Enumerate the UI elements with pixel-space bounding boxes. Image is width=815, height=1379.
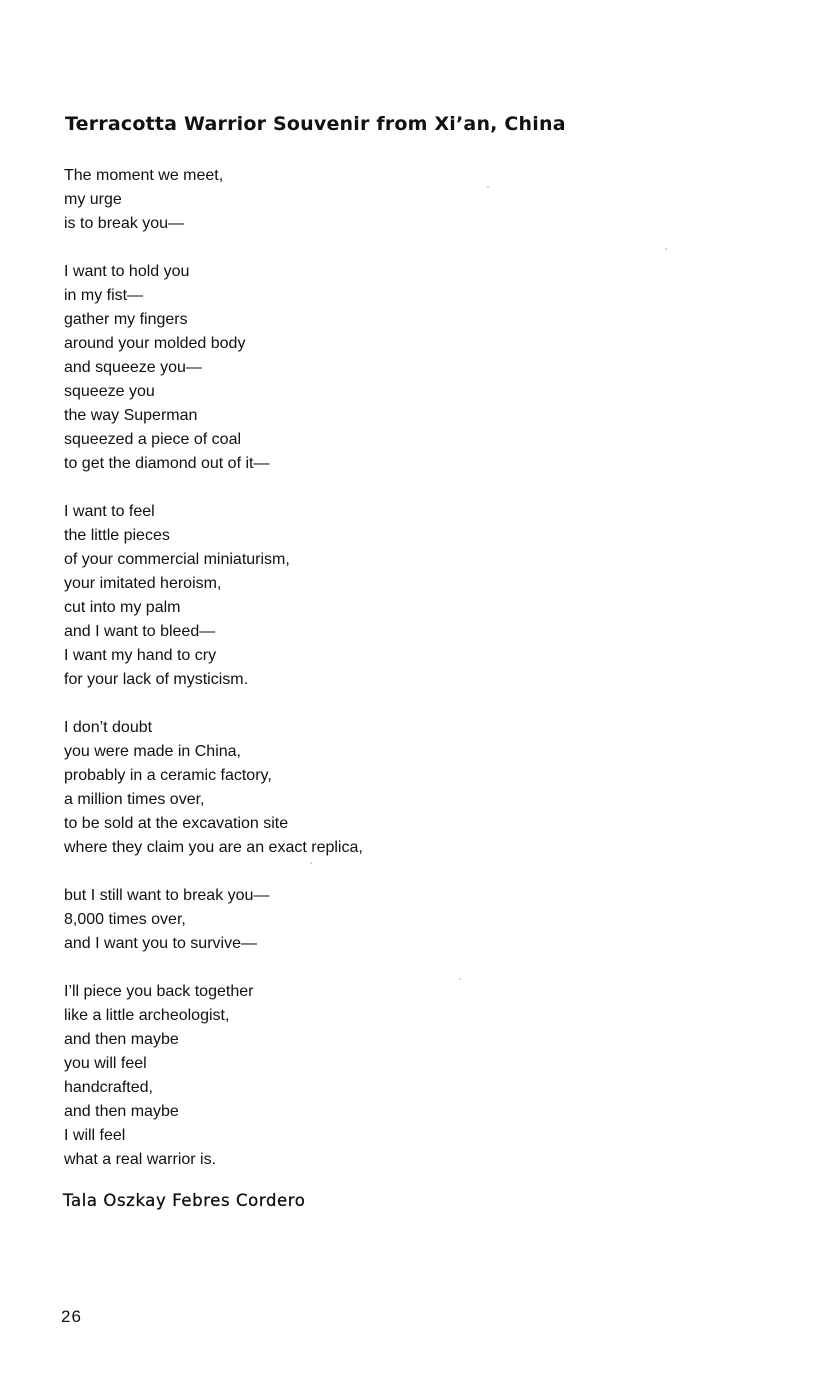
page-number: 26 bbox=[61, 1307, 82, 1326]
poem-line: my urge bbox=[64, 191, 122, 208]
poem-line: gather my fingers bbox=[64, 311, 188, 328]
poem-author: Tala Oszkay Febres Cordero bbox=[63, 1191, 306, 1210]
poem-line: The moment we meet, bbox=[64, 167, 224, 184]
poem-line: I’ll piece you back together bbox=[64, 983, 254, 1000]
poem-line: your imitated heroism, bbox=[64, 575, 222, 592]
poem-line: what a real warrior is. bbox=[64, 1151, 217, 1168]
poem-line: I want my hand to cry bbox=[64, 647, 217, 664]
stanza-1 bbox=[64, 164, 664, 236]
poem-line: and squeeze you— bbox=[64, 359, 202, 376]
poem-line: for your lack of mysticism. bbox=[64, 671, 249, 688]
scan-speck bbox=[665, 248, 667, 250]
poem-line: and then maybe bbox=[64, 1103, 179, 1120]
poem-line: a million times over, bbox=[64, 791, 205, 808]
poem-line: probably in a ceramic factory, bbox=[64, 767, 272, 784]
poem-line: handcrafted, bbox=[64, 1079, 153, 1096]
scan-speck bbox=[310, 862, 312, 864]
poem-line: and I want you to survive— bbox=[64, 935, 257, 952]
poem-title: Terracotta Warrior Souvenir from Xi’an, China bbox=[65, 113, 566, 135]
poem-line: is to break you— bbox=[64, 215, 185, 232]
poem-line: to get the diamond out of it— bbox=[64, 455, 270, 472]
poem-line: I will feel bbox=[64, 1127, 126, 1144]
poem-line: 8,000 times over, bbox=[64, 911, 186, 928]
stanza-2 bbox=[64, 260, 664, 476]
poem-line: cut into my palm bbox=[64, 599, 181, 616]
stanza-6 bbox=[64, 980, 664, 1172]
poem-line: the little pieces bbox=[64, 527, 170, 544]
poem-line: squeeze you bbox=[64, 383, 155, 400]
poem-line: you will feel bbox=[64, 1055, 147, 1072]
poem-line: like a little archeologist, bbox=[64, 1007, 230, 1024]
scan-speck bbox=[487, 186, 489, 188]
poem-line: I want to hold you bbox=[64, 263, 190, 280]
stanza-4 bbox=[64, 716, 664, 860]
poem-line: to be sold at the excavation site bbox=[64, 815, 289, 832]
poem-line: I want to feel bbox=[64, 503, 155, 520]
poem-line: you were made in China, bbox=[64, 743, 241, 760]
poem-line: around your molded body bbox=[64, 335, 246, 352]
poem-line: of your commercial miniaturism, bbox=[64, 551, 290, 568]
stanza-5 bbox=[64, 884, 664, 956]
poem-line: but I still want to break you— bbox=[64, 887, 270, 904]
poem-line: where they claim you are an exact replica, bbox=[64, 839, 363, 856]
scan-speck bbox=[459, 978, 461, 980]
poem-line: in my fist— bbox=[64, 287, 144, 304]
poem-line: squeezed a piece of coal bbox=[64, 431, 242, 448]
poem-body bbox=[64, 164, 664, 1196]
stanza-3 bbox=[64, 500, 664, 692]
poem-line: the way Superman bbox=[64, 407, 198, 424]
poem-line: I don’t doubt bbox=[64, 719, 153, 736]
poem-line: and then maybe bbox=[64, 1031, 179, 1048]
poem-line: and I want to bleed— bbox=[64, 623, 216, 640]
